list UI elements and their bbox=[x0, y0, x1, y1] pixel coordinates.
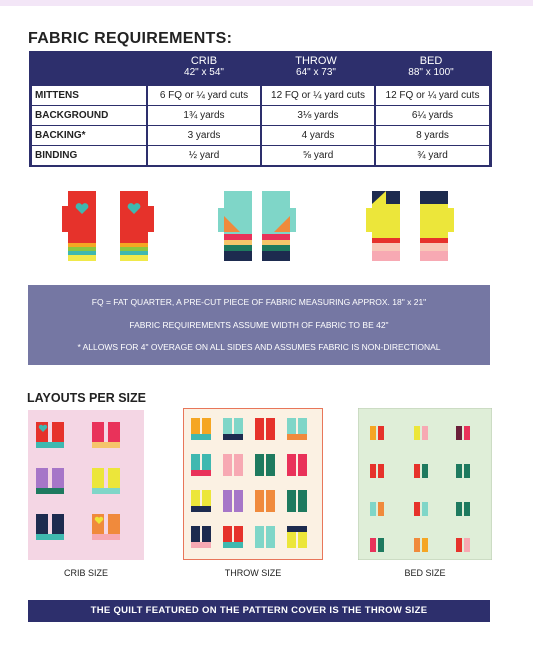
column-size: 88" x 100" bbox=[408, 67, 454, 78]
table-cell: ½ yard bbox=[148, 146, 260, 165]
throw-size-label: THROW SIZE bbox=[224, 568, 282, 578]
row-label: BACKGROUND bbox=[32, 106, 146, 125]
column-size: 64" x 73" bbox=[296, 67, 336, 78]
mitten-bed-left bbox=[366, 191, 400, 261]
table-cell: 1¾ yards bbox=[148, 106, 260, 125]
table-row bbox=[32, 126, 489, 145]
column-bed bbox=[373, 55, 489, 79]
row-label: BACKING* bbox=[32, 126, 146, 145]
table-row bbox=[32, 146, 489, 165]
table-cell: 8 yards bbox=[376, 126, 489, 145]
note-line: FABRIC REQUIREMENTS ASSUME WIDTH OF FABRIC TO BE 42" bbox=[129, 320, 389, 330]
bed-quilt-layout bbox=[358, 408, 492, 560]
row-label: MITTENS bbox=[32, 86, 146, 105]
column-crib bbox=[149, 55, 259, 79]
throw-quilt-layout bbox=[183, 408, 323, 560]
table-cell: ¾ yard bbox=[376, 146, 489, 165]
table-cell: 3 yards bbox=[148, 126, 260, 145]
table-cell: 6 FQ or ¼ yard cuts bbox=[148, 86, 260, 105]
table-row bbox=[32, 86, 489, 105]
column-throw bbox=[261, 55, 371, 79]
mitten-crib-left bbox=[62, 191, 96, 261]
page-title: FABRIC REQUIREMENTS: bbox=[28, 30, 233, 47]
bed-size-label: BED SIZE bbox=[404, 568, 446, 578]
mitten-illustrations bbox=[0, 186, 533, 266]
column-name: THROW bbox=[295, 55, 337, 67]
notes-banner bbox=[28, 285, 490, 365]
column-name: BED bbox=[419, 55, 443, 67]
note-line: * ALLOWS FOR 4" OVERAGE ON ALL SIDES AND ASSUMES FABRIC IS NON-DIRECTIONAL bbox=[77, 342, 441, 352]
table-cell: 4 yards bbox=[262, 126, 374, 145]
mitten-crib-right bbox=[120, 191, 154, 261]
layouts-heading: LAYOUTS PER SIZE bbox=[27, 391, 147, 405]
note-line: FQ = FAT QUARTER, A PRE-CUT PIECE OF FABRIC MEASURING APPROX. 18" x 21" bbox=[91, 297, 427, 307]
table-cell: 6¼ yards bbox=[376, 106, 489, 125]
column-name: CRIB bbox=[190, 55, 218, 67]
crib-size-label: CRIB SIZE bbox=[63, 568, 108, 578]
footer-banner: THE QUILT FEATURED ON THE PATTERN COVER IS THE THROW SIZE bbox=[28, 600, 490, 622]
table-cell: 12 FQ or ¼ yard cuts bbox=[262, 86, 374, 105]
mitten-throw-left bbox=[218, 191, 252, 261]
crib-quilt-layout bbox=[28, 410, 144, 560]
fabric-requirements-table bbox=[29, 51, 492, 167]
mitten-bed-right bbox=[420, 191, 454, 261]
table-cell: 12 FQ or ¼ yard cuts bbox=[376, 86, 489, 105]
column-size: 42" x 54" bbox=[184, 67, 224, 78]
table-cell: 3⅛ yards bbox=[262, 106, 374, 125]
table-cell: ⅝ yard bbox=[262, 146, 374, 165]
top-accent-line bbox=[0, 0, 533, 6]
mitten-throw-right bbox=[262, 191, 296, 261]
row-label: BINDING bbox=[32, 146, 146, 165]
table-header bbox=[29, 51, 492, 85]
table-row bbox=[32, 106, 489, 125]
